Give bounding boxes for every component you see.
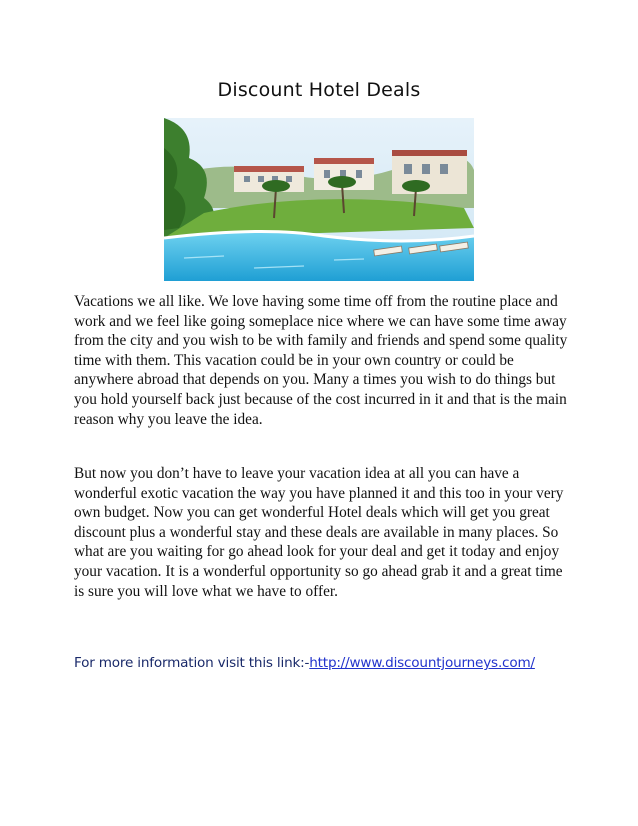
info-label: For more information visit this link:- (74, 655, 310, 671)
paragraph-1: Vacations we all like. We love having some time off from the routine place and work and we feel like going someplace nice where we can have some time away from the city and you wish to be with family and friends and spend some quality time with them. This vacation could be in your own country or could be anywhere abroad that depends on you. Many a times you wish to do things but you hold yourself back just because of the cost incurred in it and that is the main reason why you leave the idea. (74, 293, 568, 428)
paragraph-2: But now you don’t have to leave your vacation idea at all you can have a wonderful exotic vacation the way you have planned it and this too in your very own budget. Now you can get wonderful Hotel deals which will get you great discount plus a wonderful stay and these deals are available in many places. So what are you waiting for go ahead look for your deal and get it today and enjoy your vacation. It is a wonderful opportunity so go ahead grab it and a great time is sure you will love what we have to offer. (74, 465, 564, 600)
page-title: Discount Hotel Deals (217, 79, 421, 101)
website-link[interactable]: http://www.discountjourneys.com/ (309, 655, 535, 671)
info-line (74, 655, 614, 671)
resort-pool-photo (164, 118, 474, 281)
